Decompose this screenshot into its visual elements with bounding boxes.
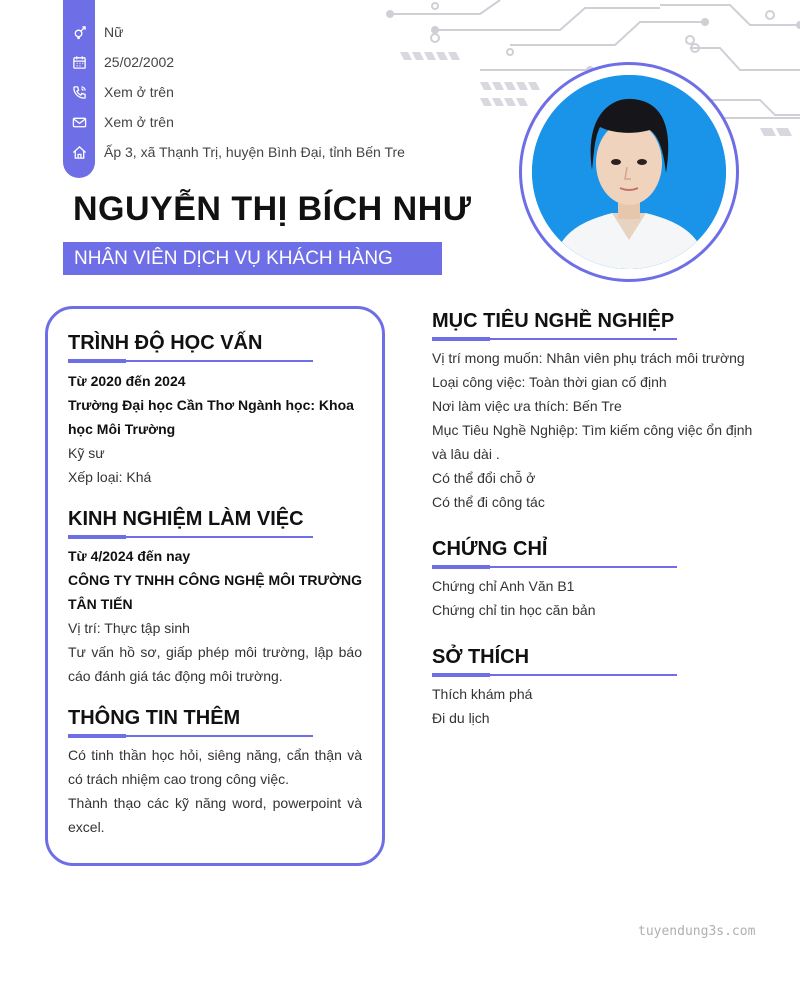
certificate-item: Chứng chỉ tin học căn bản [432,602,596,618]
certificates-underline [432,566,677,568]
experience-period: Từ 4/2024 đến nay [68,548,191,564]
experience-description: Tư vấn hồ sơ, giấp phép môi trường, lập báo cáo đánh giá tác động môi trường. [68,644,362,684]
hobbies-underline [432,674,677,676]
education-degree: Kỹ sư [68,445,105,461]
extra-line-1: Có tinh thần học hỏi, siêng năng, cẩn thận và có trách nhiệm cao trong công việc. [68,747,362,787]
hobbies-list [432,682,532,730]
objective-item: Có thể đổi chỗ ở [432,470,536,486]
objective-list [432,346,752,514]
objective-item: Loại công việc: Toàn thời gian cố định [432,374,667,390]
objective-item: Có thể đi công tác [432,494,545,510]
gender-value: Nữ [104,24,124,40]
contact-gender [63,21,123,43]
objective-underline [432,338,677,340]
gender-icon [63,25,95,40]
education-heading: TRÌNH ĐỘ HỌC VẤN [68,332,263,354]
hobby-item: Thích khám phá [432,686,533,702]
experience-company: CÔNG TY TNHH CÔNG NGHỆ MÔI TRƯỜNG TÂN TIẾN [68,572,362,612]
contact-phone [63,81,174,103]
certificates-list [432,574,595,622]
extra-heading: THÔNG TIN THÊM [68,707,241,729]
certificates-heading: CHỨNG CHỈ [432,538,548,560]
education-period: Từ 2020 đến 2024 [68,373,186,389]
hobbies-heading: SỞ THÍCH [432,646,530,668]
extra-underline [68,735,313,737]
objective-heading: MỤC TIÊU NGHỀ NGHIỆP [432,310,675,332]
certificate-item: Chứng chỉ Anh Văn B1 [432,578,575,594]
mail-icon [63,115,95,130]
phone-icon [63,85,95,100]
objective-item: và lâu dài . [432,446,500,462]
experience-position: Vị trí: Thực tập sinh [68,620,190,636]
phone-value: Xem ở trên [104,84,174,100]
contact-address [63,141,405,163]
education-grade: Xếp loại: Khá [68,469,152,485]
profile-photo [532,75,726,269]
birthday-value: 25/02/2002 [104,54,175,70]
calendar-icon [63,55,95,70]
hobby-item: Đi du lịch [432,710,490,726]
objective-item: Mục Tiêu Nghề Nghiệp: Tìm kiếm công việc ổn định [432,422,753,438]
experience-underline [68,536,313,538]
education-school: Trường Đại học Cần Thơ Ngành học: Khoa học Môi Trường [68,397,354,437]
contact-email [63,111,174,133]
email-value: Xem ở trên [104,114,174,130]
experience-heading: KINH NGHIỆM LÀM VIỆC [68,508,304,530]
home-icon [63,145,95,160]
objective-item: Vị trí mong muốn: Nhân viên phụ trách môi trường [432,350,745,366]
contact-birthday [63,51,174,73]
address-value: Ấp 3, xã Thạnh Trị, huyện Bình Đại, tỉnh Bến Tre [104,144,405,160]
objective-item: Nơi làm việc ưa thích: Bến Tre [432,398,622,414]
job-title-band: NHÂN VIÊN DỊCH VỤ KHÁCH HÀNG [63,242,442,275]
candidate-name: NGUYỄN THỊ BÍCH NHƯ [73,190,472,228]
extra-line-2: Thành thạo các kỹ năng word, powerpoint và excel. [68,795,362,835]
watermark-text: tuyendung3s.com [638,924,756,939]
education-underline [68,360,313,362]
